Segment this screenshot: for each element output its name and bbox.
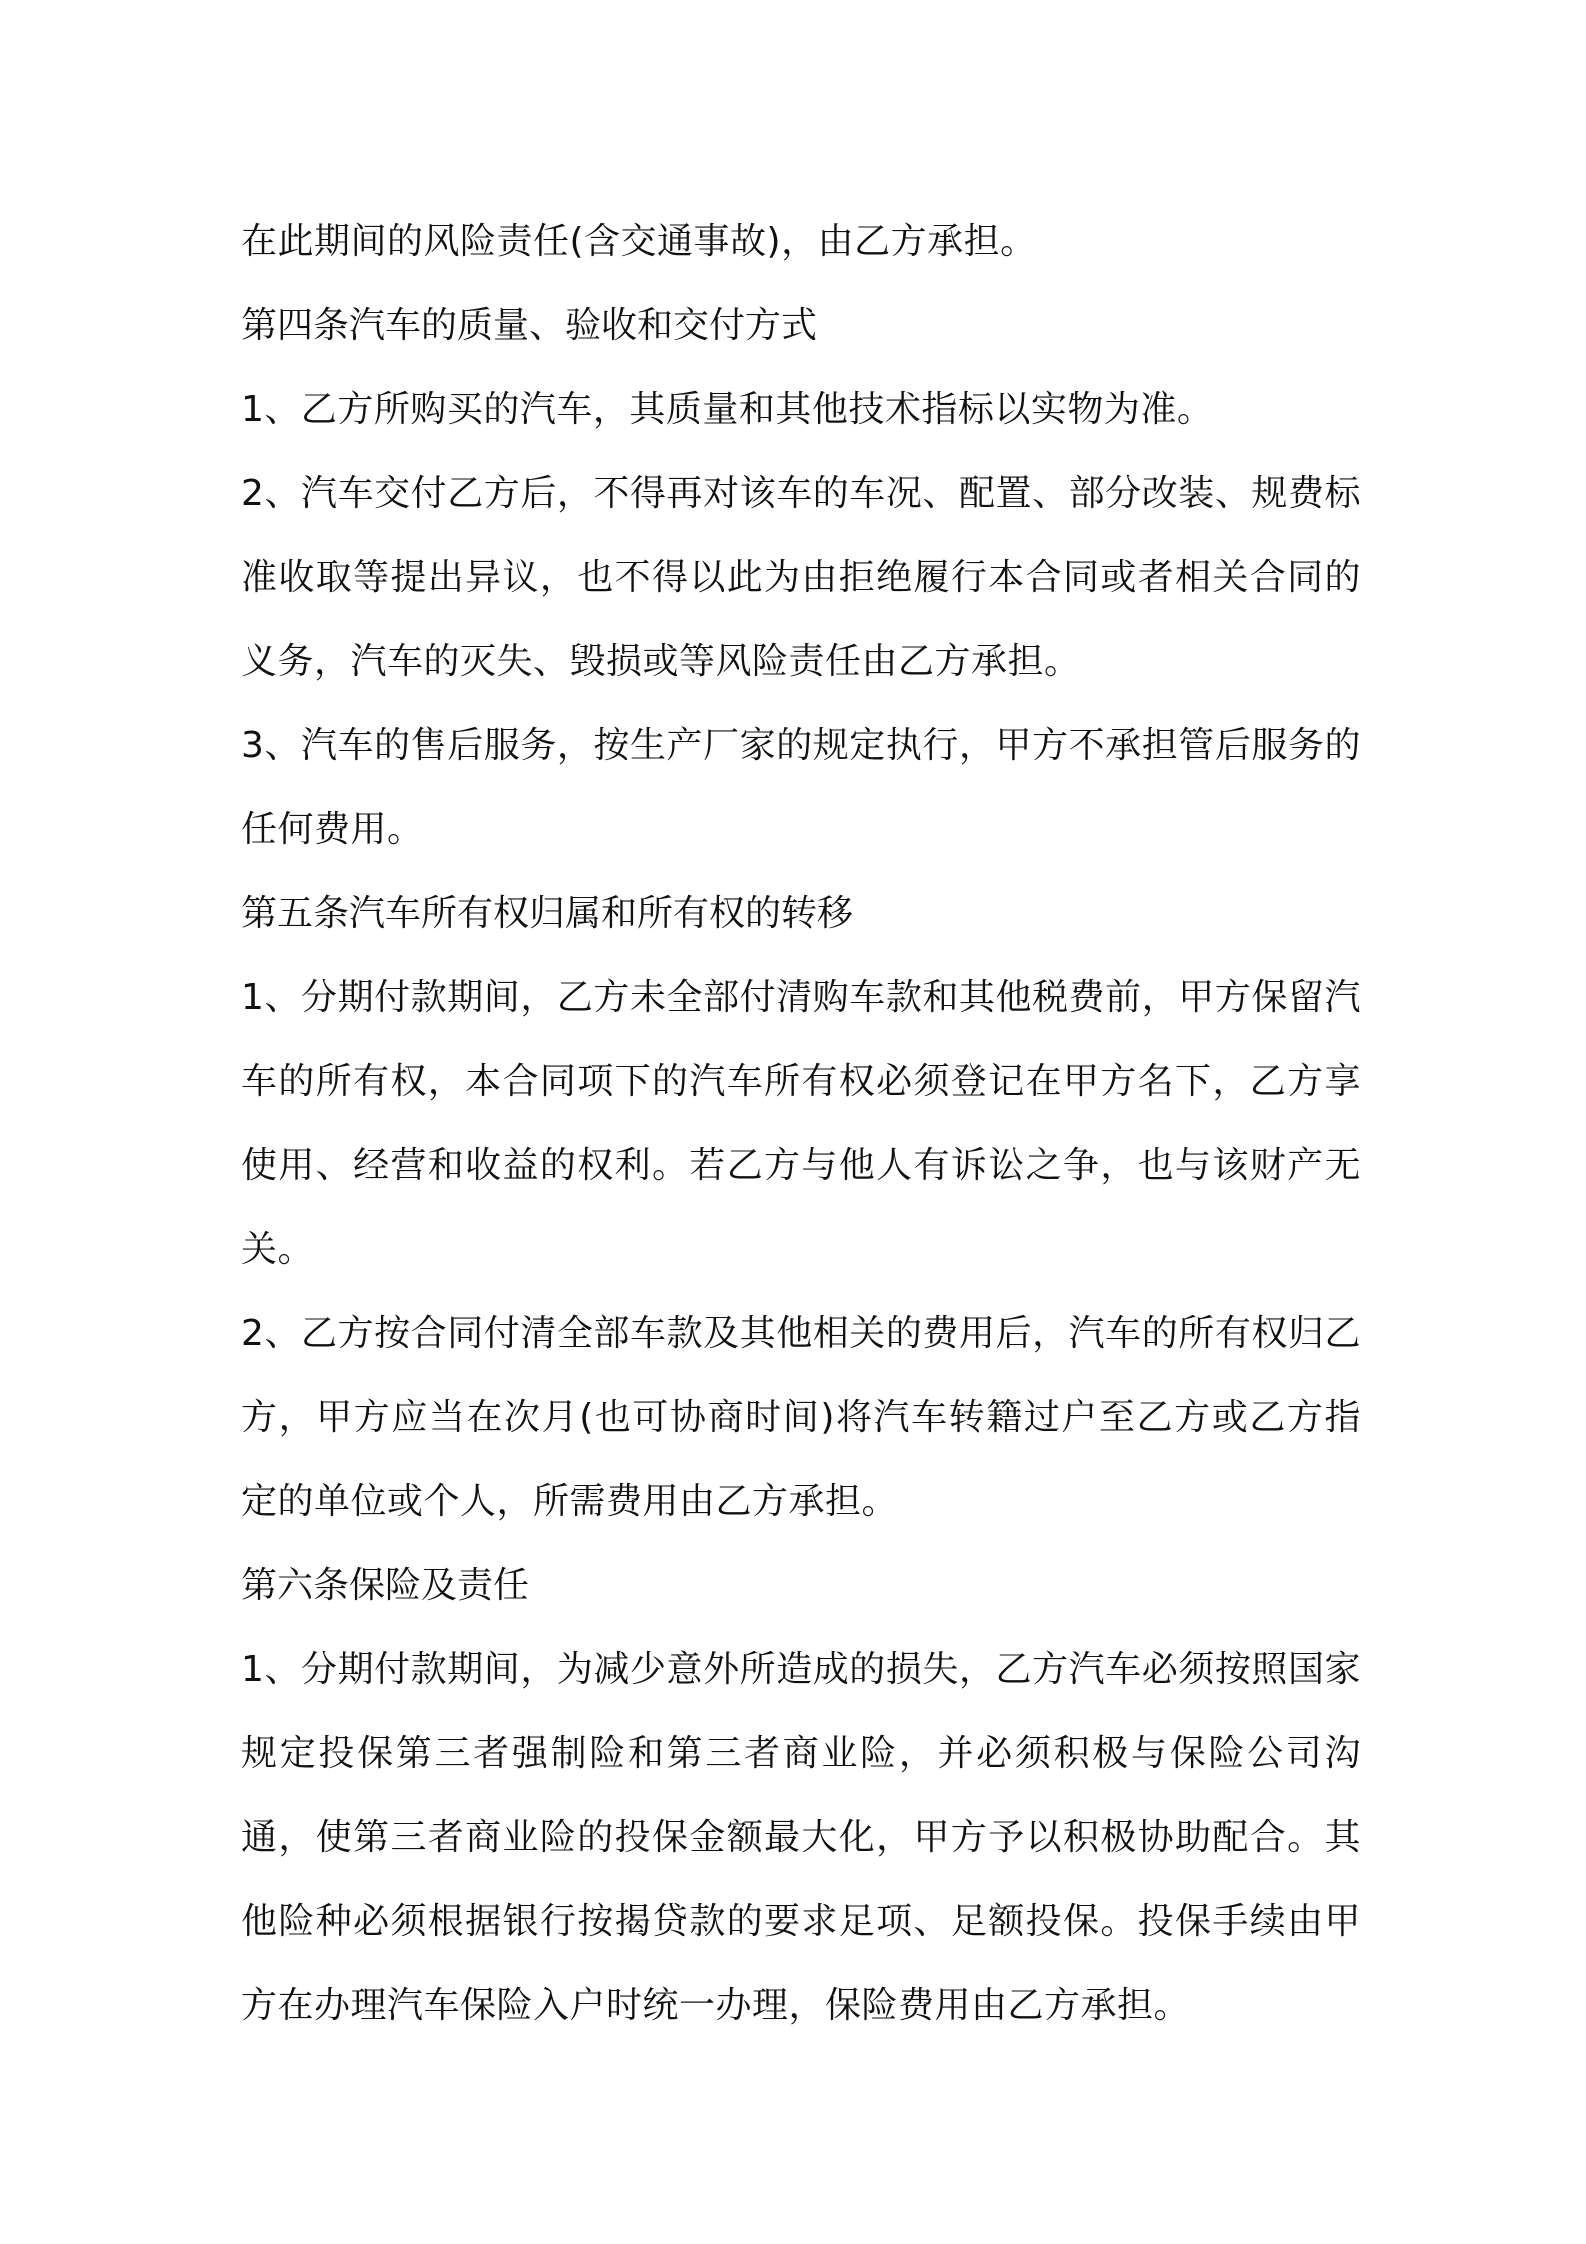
article-5-clause-2: 2、乙方按合同付清全部车款及其他相关的费用后，汽车的所有权归乙方，甲方应当在次月(也可协商时间)将汽车转籍过户至乙方或乙方指定的单位或个人，所需费用由乙方承担。	[241, 1313, 1361, 1522]
article-4-heading: 第四条汽车的质量、验收和交付方式	[241, 305, 818, 346]
paragraph-risk-liability: 在此期间的风险责任(含交通事故)，由乙方承担。	[241, 221, 1037, 262]
document-body	[241, 200, 1361, 2048]
article-5-clause-1: 1、分期付款期间，乙方未全部付清购车款和其他税费前，甲方保留汽车的所有权，本合同项下的汽车所有权必须登记在甲方名下，乙方享使用、经营和收益的权利。若乙方与他人有诉讼之争，也与该财产无关。	[241, 977, 1361, 1270]
article-6-clause-1: 1、分期付款期间，为减少意外所造成的损失，乙方汽车必须按照国家规定投保第三者强制险和第三者商业险，并必须积极与保险公司沟通，使第三者商业险的投保金额最大化，甲方予以积极协助配合。其他险种必须根据银行按揭贷款的要求足项、足额投保。投保手续由甲方在办理汽车保险入户时统一办理，保险费用由乙方承担。	[241, 1649, 1361, 2026]
article-6-heading: 第六条保险及责任	[241, 1565, 530, 1606]
article-5-heading: 第五条汽车所有权归属和所有权的转移	[241, 893, 854, 934]
article-4-clause-1: 1、乙方所购买的汽车，其质量和其他技术指标以实物为准。	[241, 389, 1214, 430]
article-4-clause-2: 2、汽车交付乙方后，不得再对该车的车况、配置、部分改装、规费标准收取等提出异议，也不得以此为由拒绝履行本合同或者相关合同的义务，汽车的灭失、毁损或等风险责任由乙方承担。	[241, 473, 1361, 682]
article-4-clause-3: 3、汽车的售后服务，按生产厂家的规定执行，甲方不承担管后服务的任何费用。	[241, 725, 1361, 850]
